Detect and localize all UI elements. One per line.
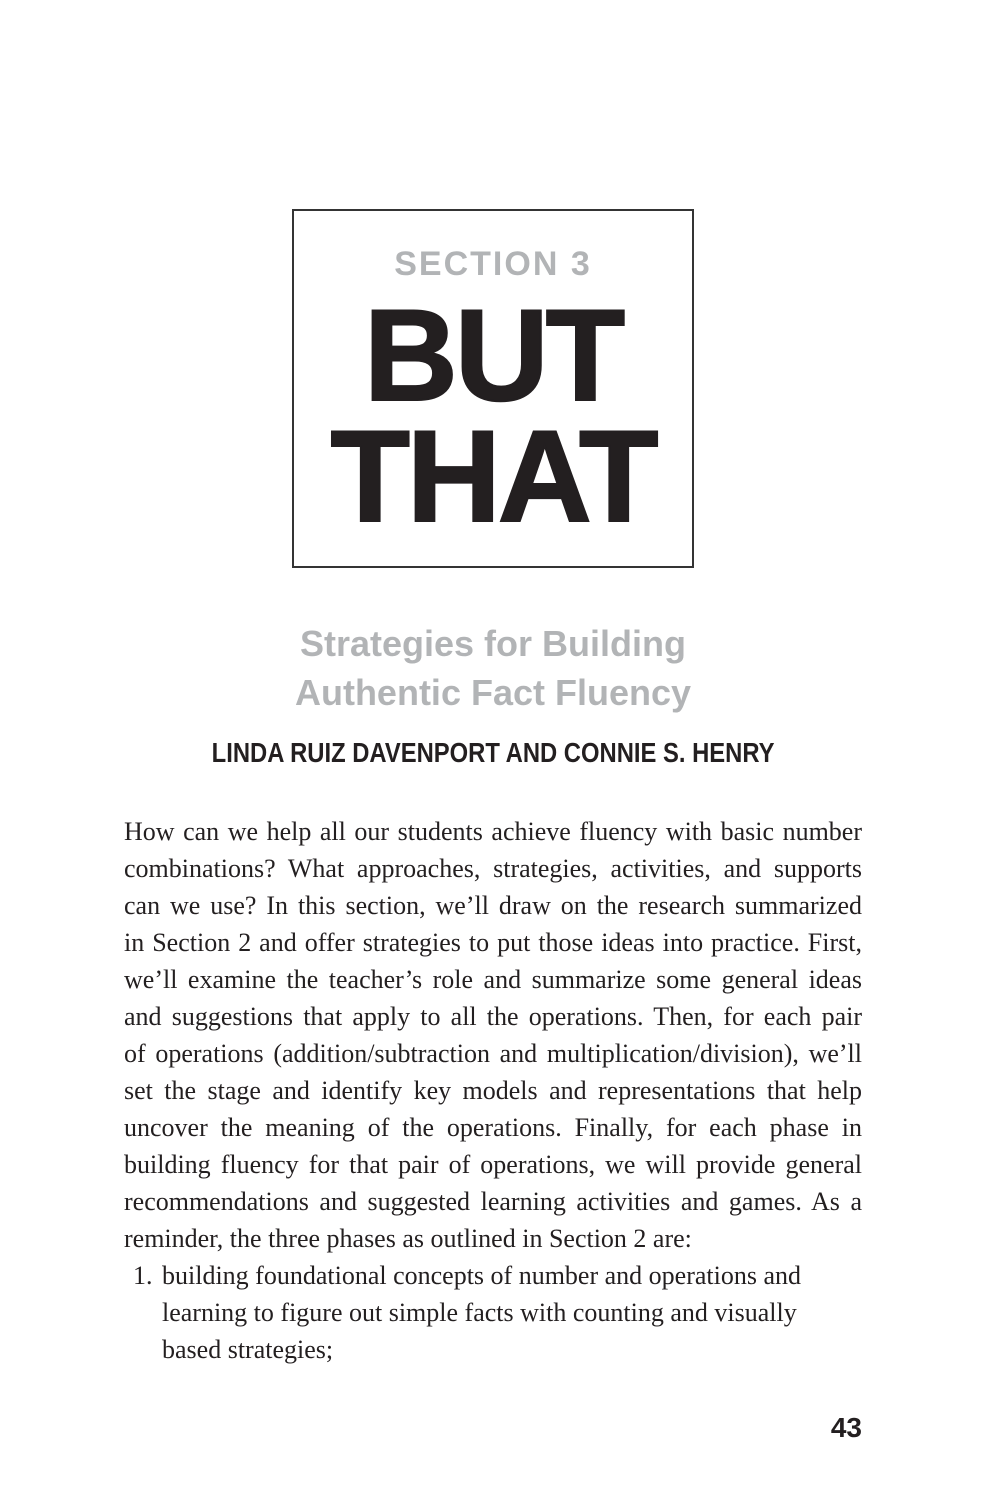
text-line: building fluency for that pair of operations, we will provide general <box>124 1150 862 1179</box>
text-line: combinations? What approaches, strategies, activities, and supports <box>124 854 862 883</box>
text-line: in Section 2 and offer strategies to put those ideas into practice. First, <box>124 928 862 957</box>
chapter-subtitle-line-2: Authentic Fact Fluency <box>294 672 692 713</box>
section-title-line-1: BUT <box>363 282 623 428</box>
section-title-box <box>292 209 694 568</box>
text-line: and suggestions that apply to all the operations. Then, for each pair <box>124 1002 862 1031</box>
list-item-number: 1. <box>133 1261 153 1290</box>
numbered-list-item <box>133 1257 862 1368</box>
section-title-line-2: THAT <box>330 403 656 549</box>
chapter-subtitle-line-1: Strategies for Building <box>299 623 687 664</box>
author-byline-text: LINDA RUIZ DAVENPORT AND CONNIE S. HENRY <box>211 737 775 768</box>
text-line: based strategies; <box>162 1335 334 1364</box>
list-item-text <box>162 1257 862 1368</box>
text-line: building foundational concepts of number and operations and <box>162 1261 802 1290</box>
text-line: set the stage and identify key models and representations that help <box>124 1076 862 1105</box>
text-line: reminder, the three phases as outlined in Section 2 are: <box>124 1224 692 1253</box>
text-line: recommendations and suggested learning activities and games. As a <box>124 1187 862 1216</box>
section-title <box>294 282 692 549</box>
chapter-subtitle <box>124 619 862 717</box>
text-line: learning to figure out simple facts with counting and visually <box>162 1298 797 1327</box>
text-line: we’ll examine the teacher’s role and summarize some general ideas <box>124 965 862 994</box>
page-number: 43 <box>830 1412 862 1443</box>
section-label: SECTION 3 <box>394 245 592 283</box>
text-line: can we use? In this section, we’ll draw on the research summarized <box>124 891 862 920</box>
text-line: How can we help all our students achieve fluency with basic number <box>124 817 862 846</box>
text-line: of operations (addition/subtraction and multiplication/division), we’ll <box>124 1039 862 1068</box>
body-text <box>124 813 862 1368</box>
author-byline <box>124 737 862 769</box>
intro-paragraph <box>124 813 862 1257</box>
text-line: uncover the meaning of the operations. Finally, for each phase in <box>124 1113 862 1142</box>
